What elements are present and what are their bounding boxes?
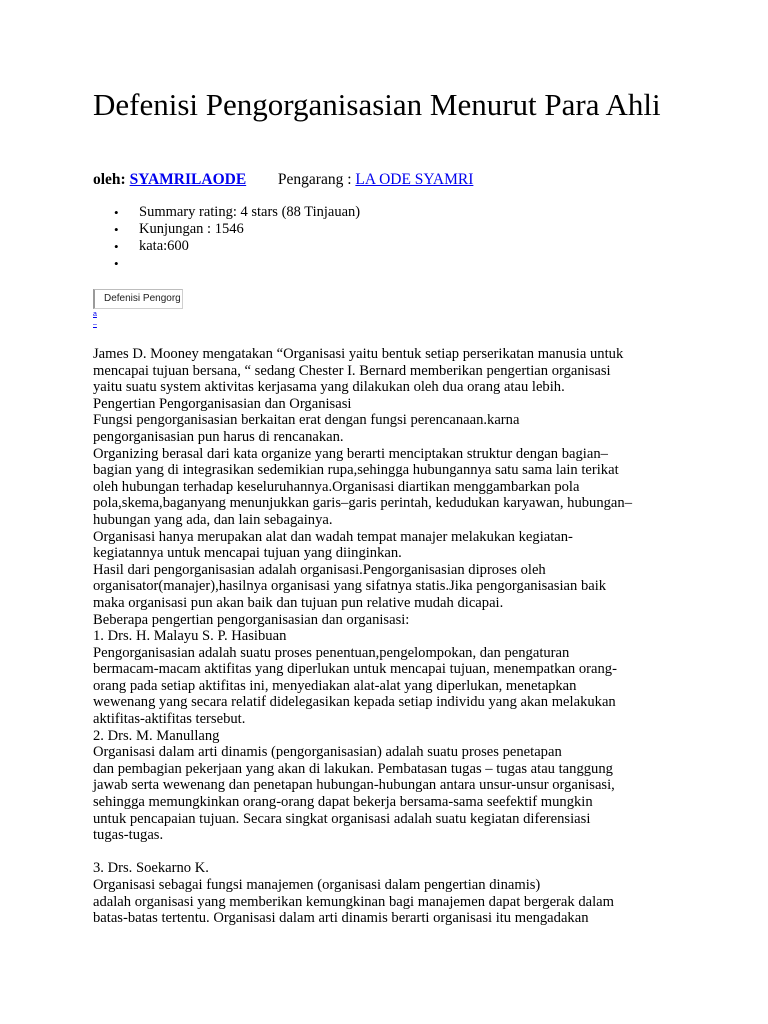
body-line: adalah organisasi yang memberikan kemungkinan bagi manajemen dapat bergerak dalam	[93, 893, 614, 910]
body-line: jawab serta wewenang dan penetapan hubungan-hubungan antara unsur-unsur organisasi,	[93, 777, 615, 794]
username-link[interactable]: SYAMRILAODE	[129, 171, 247, 188]
body-line: Hasil dari pengorganisasian adalah organisasi.Pengorganisasian diproses oleh	[93, 561, 546, 578]
body-line: Pengorganisasian adalah suatu proses penentuan,pengelompokan, dan pengaturan	[93, 644, 570, 661]
body-line: James D. Mooney mengatakan “Organisasi yaitu bentuk setiap perserikatan manusia untuk	[93, 346, 624, 362]
body-line: kegiatannya untuk mencapai tujuan yang diinginkan.	[93, 545, 402, 562]
tiny-link-a[interactable]: a	[93, 311, 97, 318]
body-line: bermacam-macam aktifitas yang diperlukan untuk mencapai tujuan, menempatkan orang-	[93, 661, 617, 678]
body-line	[93, 844, 693, 861]
meta-rating: • Summary rating: 4 stars (88 Tinjauan)	[93, 204, 360, 221]
tiny-link-dash[interactable]: –	[93, 321, 97, 328]
byline	[93, 171, 473, 189]
body-line: pengorganisasian pun harus di rencanakan.	[93, 428, 344, 445]
author-name-link[interactable]: LA ODE SYAMRI	[355, 171, 474, 188]
body-line: 3. Drs. Soekarno K.	[93, 860, 209, 877]
body-line: hubungan yang ada, dan lain sebagainya.	[93, 511, 333, 528]
body-line: Organizing berasal dari kata organize yang berarti menciptakan struktur dengan bagian–	[93, 445, 608, 462]
body-line: pola,skema,baganyang menunjukkan garis–garis perintah, kedudukan karyawan, hubungan–	[93, 495, 632, 512]
meta-list	[93, 204, 360, 272]
body-line: aktifitas-aktifitas tersebut.	[93, 711, 246, 728]
body-line: orang pada setiap aktifitas ini, menyediakan alat-alat yang diperlukan, menetapkan	[93, 677, 577, 694]
body-line: Organisasi dalam arti dinamis (pengorganisasian) adalah suatu proses penetapan	[93, 744, 562, 761]
body-line: maka organisasi pun akan baik dan tujuan pun relative mudah dicapai.	[93, 594, 504, 611]
body-line: untuk pencapaian tujuan. Secara singkat organisasi adalah suatu kegiatan diferensiasi	[93, 810, 591, 827]
body-line: Fungsi pengorganisasian berkaitan erat dengan fungsi perencanaan.karna	[93, 412, 520, 429]
page-title: Defenisi Pengorganisasian Menurut Para Ahli	[93, 87, 661, 122]
embedded-document-frame[interactable]	[93, 289, 183, 309]
body-line: oleh hubungan terhadap keseluruhannya.Organisasi diartikan menggambarkan pola	[93, 478, 580, 495]
meta-word-count: • kata:600	[93, 238, 360, 255]
body-line: Organisasi hanya merupakan alat dan wadah tempat manajer melakukan kegiatan-	[93, 528, 573, 545]
author-label: Pengarang :	[277, 171, 352, 188]
body-line: wewenang yang secara relatif didelegasikan kepada setiap individu yang akan melakukan	[93, 694, 616, 711]
body-line: batas-batas tertentu. Organisasi dalam arti dinamis berarti organisasi itu mengadakan	[93, 910, 589, 927]
body-line: Organisasi sebagai fungsi manajemen (organisasi dalam pengertian dinamis)	[93, 877, 541, 893]
body-line: 2. Drs. M. Manullang	[93, 727, 220, 744]
meta-visits: • Kunjungan : 1546	[93, 221, 360, 238]
body-line: 1. Drs. H. Malayu S. P. Hasibuan	[93, 628, 287, 645]
body-line: sehingga memungkinkan orang-orang dapat bekerja bersama-sama seefektif mungkin	[93, 794, 593, 811]
body-line: Pengertian Pengorganisasian dan Organisasi	[93, 395, 352, 412]
body-line: tugas-tugas.	[93, 827, 164, 844]
body-line: bagian yang di integrasikan sedemikian rupa,sehingga hubungannya satu sama lain terikat	[93, 462, 619, 479]
body-line: Beberapa pengertian pengorganisasian dan organisasi:	[93, 611, 410, 628]
body-line: yaitu suatu system aktivitas kerjasama yang dilakukan oleh dua orang atau lebih.	[93, 379, 565, 396]
body-line: mencapai tujuan bersana, “ sedang Chester I. Bernard memberikan pengertian organisasi	[93, 362, 611, 379]
embed-label: Defenisi Pengorg	[104, 293, 181, 304]
article-body	[93, 346, 693, 927]
meta-empty	[93, 255, 360, 272]
body-line: dan pembagian pekerjaan yang akan di lakukan. Pembatasan tugas – tugas atau tanggung	[93, 760, 613, 777]
by-label: oleh:	[93, 171, 126, 188]
body-line: organisator(manajer),hasilnya organisasi yang sifatnya statis.Jika pengorganisasian baik	[93, 578, 607, 595]
